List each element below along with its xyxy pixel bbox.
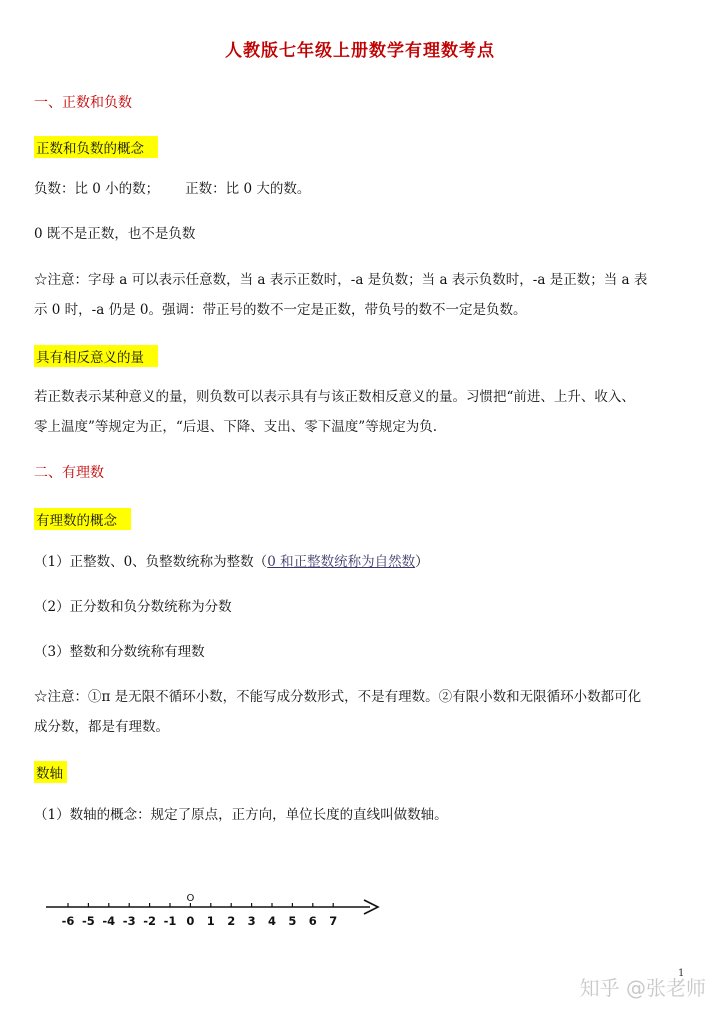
negative-definition: 负数：比 0 小的数； xyxy=(34,181,160,197)
number-line-tick-label: 3 xyxy=(247,914,256,928)
note-paragraph-1 xyxy=(34,265,690,325)
section-heading-rational-numbers: 二、有理数 xyxy=(34,465,104,481)
number-line-tick-label: 6 xyxy=(308,914,317,928)
number-line-tick-label: 1 xyxy=(206,914,215,928)
paragraph-negative-positive-definition xyxy=(34,174,690,204)
list-item-text: （1）正整数、0、负整数统称为整数（ xyxy=(34,554,268,570)
list-item-rational: （3）整数和分数统称有理数 xyxy=(34,644,205,660)
number-line-tick-label: -4 xyxy=(102,914,116,928)
note-line: 示 0 时，-a 仍是 0。强调：带正号的数不一定是正数，带负号的数不一定是负数。 xyxy=(34,302,527,318)
watermark: 知乎 @张老师 xyxy=(579,976,706,1000)
highlight-label-rational-concept: 有理数的概念 xyxy=(34,508,131,530)
section-heading-positive-negative: 一、正数和负数 xyxy=(34,95,132,111)
list-item-fractions: （2）正分数和负分数统称为分数 xyxy=(34,599,232,615)
page-number: 1 xyxy=(678,968,685,979)
number-line-diagram xyxy=(40,885,400,939)
origin-label: O xyxy=(186,893,195,904)
positive-definition: 正数：比 0 大的数。 xyxy=(185,181,311,197)
note-paragraph-2 xyxy=(34,682,690,742)
number-line-tick-label: -6 xyxy=(61,914,75,928)
number-line-tick-label: 2 xyxy=(227,914,236,928)
natural-numbers-note: 0 和正整数统称为自然数 xyxy=(267,554,416,570)
number-line-tick-label: 7 xyxy=(329,914,338,928)
number-line-tick-label: -2 xyxy=(143,914,156,928)
page-title: 人教版七年级上册数学有理数考点 xyxy=(225,41,495,61)
list-item-integers xyxy=(34,547,690,577)
number-line-tick-label: -1 xyxy=(163,914,177,928)
highlight-label-concept: 正数和负数的概念 xyxy=(34,136,158,158)
paragraph-line: 零上温度”等规定为正，“后退、下降、支出、零下温度”等规定为负. xyxy=(34,419,437,435)
list-item-text: ） xyxy=(415,554,429,570)
number-line-tick-label: 5 xyxy=(288,914,297,928)
highlight-label-number-axis: 数轴 xyxy=(34,761,67,783)
paragraph-zero: 0 既不是正数，也不是负数 xyxy=(34,226,196,242)
number-line-tick-label: 4 xyxy=(267,914,277,928)
note-line: 成分数，都是有理数。 xyxy=(34,719,169,735)
number-line-tick-label: -5 xyxy=(82,914,95,928)
number-line-tick-label: -3 xyxy=(122,914,136,928)
number-line-tick-label: 0 xyxy=(186,914,195,928)
note-line: ☆注意：字母 a 可以表示任意数，当 a 表示正数时，-a 是负数；当 a 表示负数时，-a 是正数；当 a 表 xyxy=(34,272,648,288)
number-line-svg xyxy=(40,885,400,935)
paragraph-opposite-quantities xyxy=(34,382,690,442)
note-line: ☆注意：①π 是无限不循环小数，不能写成分数形式，不是有理数。②有限小数和无限循环小数都可化 xyxy=(34,689,642,705)
paragraph-line: 若正数表示某种意义的量，则负数可以表示具有与该正数相反意义的量。习惯把“前进、上升、收入、 xyxy=(34,389,635,405)
highlight-label-opposite-quantities: 具有相反意义的量 xyxy=(34,345,158,367)
number-axis-definition: （1）数轴的概念：规定了原点，正方向，单位长度的直线叫做数轴。 xyxy=(34,807,448,823)
